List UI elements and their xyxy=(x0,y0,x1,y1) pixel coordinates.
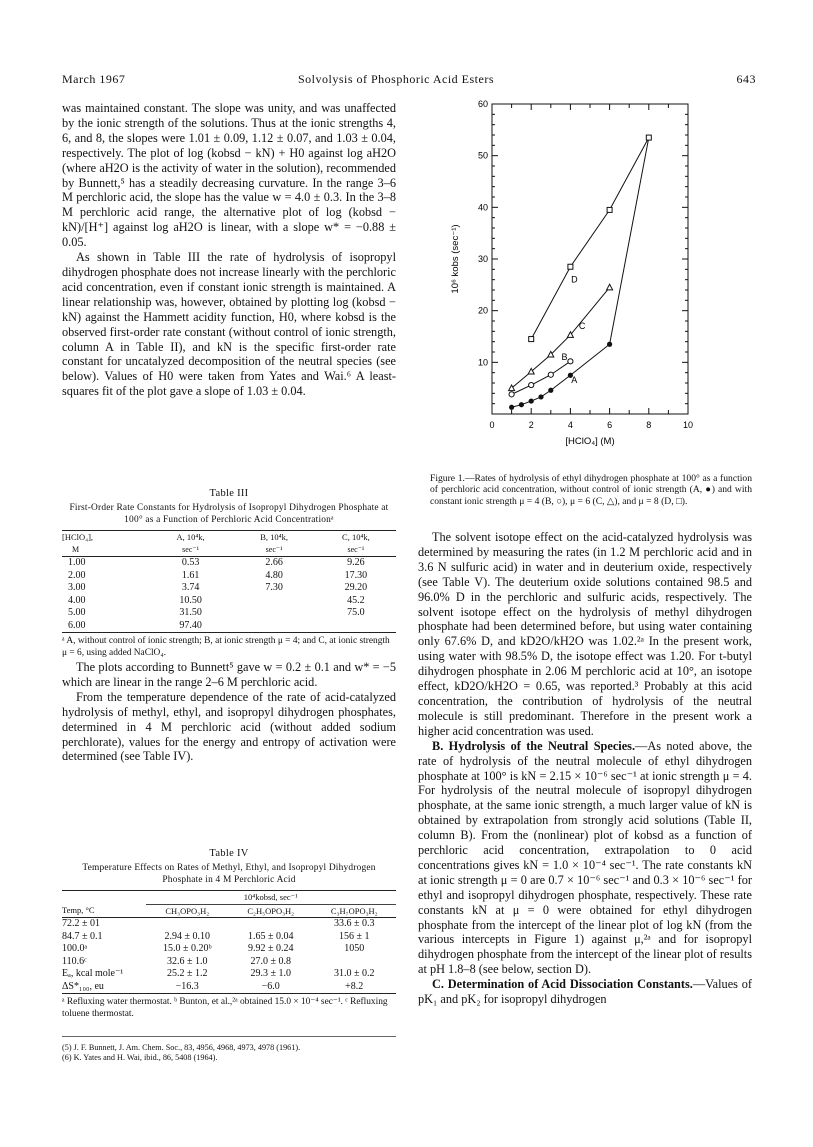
section-b-body: —As noted above, the rate of hydrolysis of the neutral molecule of ethyl dihydrogen phosphate at 100° is kN = 2.15 × 10⁻⁶ sec⁻¹ at ionic strength μ = 4. For hydrolysis of the neutral molecule of isopropyl dihydrogen phosphate, at the same ionic strength, a much larger value of kN is obtained by extrapolation from strongly acid solutions (Table II, column B). From the (nonlinear) plot of kobsd as a function of perchloric acid concentration, extrapolation to 0 acid concentrations gives kN = 1.0 × 10⁻⁴ sec⁻¹. The rate constants kN at ionic strength μ = 0 are 0.7 × 10⁻⁶ sec⁻¹ and 0.3 × 10⁻⁶ sec⁻¹ for ethyl and isopropyl dihydrogen phosphate, respectively. These rate constants kN at μ = 0 were obtained for ethyl dihydrogen phosphate from the intercept of the linear plot of log kN (from the various intercepts in Figure 1) against μ,²ᵃ and for isopropyl dihydrogen phosphate from the intercept of the linear plot of results at pH 1.8–8 (see below, section D). xyxy=(418,738,752,977)
right-column xyxy=(418,530,752,1007)
header-title: Solvolysis of Phosphoric Acid Esters xyxy=(298,72,495,86)
table-row xyxy=(62,931,396,944)
y-tick-label: 50 xyxy=(477,150,488,161)
data-point-B xyxy=(568,359,573,364)
table-4-header: C₂H₅OPO₃H₂ xyxy=(247,905,295,916)
data-point-A xyxy=(548,388,553,393)
table-cell: 33.6 ± 0.3 xyxy=(334,918,375,929)
table-3-unit: sec⁻¹ xyxy=(182,544,199,554)
table-4-caption: Temperature Effects on Rates of Methyl, Ethyl, and Isopropyl Dihydrogen Phosphate in 4 M Perchloric Acid xyxy=(82,863,376,885)
table-4-footnote: ᵃ Refluxing water thermostat. ᵇ Bunton, et al.,²ᵃ obtained 15.0 × 10⁻⁴ sec⁻¹. ᶜ Refluxing toluene thermostat. xyxy=(62,997,388,1019)
table-cell: 7.30 xyxy=(265,582,283,593)
x-tick-label: 2 xyxy=(528,420,534,430)
table-cell xyxy=(146,918,230,931)
table-3-unit: sec⁻¹ xyxy=(347,544,365,554)
table-3-grid xyxy=(62,530,396,633)
table-cell: 17.30 xyxy=(344,569,368,581)
table-cell: 1.65 ± 0.04 xyxy=(248,930,294,942)
data-point-A xyxy=(607,342,612,347)
table-4-grid xyxy=(62,890,396,994)
table-cell: 32.6 ± 1.0 xyxy=(167,955,208,967)
series-line-A xyxy=(512,138,649,408)
table-row xyxy=(62,968,396,981)
table-3-footnote: ᵃ A, without control of ionic strength; B, at ionic strength μ = 4; and C, at ionic strength μ = 6, using added NaClO₄. xyxy=(62,636,390,658)
table-cell: 25.2 ± 1.2 xyxy=(167,968,208,979)
table-cell: 2.00 xyxy=(68,569,86,581)
table-3-header: [HClO₄], xyxy=(62,532,94,542)
table-cell: 29.20 xyxy=(344,582,368,593)
table-cell: 9.92 ± 0.24 xyxy=(248,943,294,954)
table-4-header: CH₃OPO₃H₂ xyxy=(165,905,210,916)
table-cell: 75.0 xyxy=(347,607,365,618)
table-cell: 2.94 ± 0.10 xyxy=(164,930,210,942)
figure-1-chart xyxy=(430,96,750,468)
reference-5: (5) J. F. Bunnett, J. Am. Chem. Soc., 83, 4956, 4968, 4973, 4978 (1961). xyxy=(62,1043,301,1052)
table-cell xyxy=(232,607,316,620)
data-point-D xyxy=(568,264,573,269)
table-4-label: Table IV xyxy=(209,848,249,859)
left-paragraph-2: As shown in Table III the rate of hydrolysis of isopropyl dihydrogen phosphate does not increase linearly with the perchloric acid concentration, even if constant ionic strength is maintained. A linear relationship was, however, obtained by plotting log (kobsd − kN) against the Hammett acidity function, H0, where kobsd is the observed first-order rate constant (without control of ionic strength, column A in Table II), and kN is the specific first-order rate constant for uncatalyzed decomposition of the neutral species (see below). Values of H0 were taken from Yates and Wai.⁶ A least-squares fit of the plot gave a slope of 1.03 ± 0.04. xyxy=(62,250,396,399)
table-cell: 0.53 xyxy=(181,557,200,568)
y-tick-label: 40 xyxy=(477,202,488,213)
data-point-B xyxy=(529,382,534,387)
data-point-B xyxy=(548,372,553,377)
table-cell: 27.0 ± 0.8 xyxy=(250,955,291,967)
left-paragraph-3: The plots according to Bunnett⁵ gave w = 0.2 ± 0.1 and w* = −5 which are linear in the range 2–6 M perchloric acid. xyxy=(62,660,396,689)
curve-label-A: A xyxy=(571,375,578,385)
section-c-body: —Values of pK₁ and pK₂ for isopropyl dihydrogen xyxy=(418,977,752,1007)
data-point-C xyxy=(607,284,613,290)
table-4 xyxy=(62,847,396,1020)
table-cell: 3.00 xyxy=(68,582,86,593)
table-3-unit: sec⁻¹ xyxy=(265,544,283,554)
table-cell: 72.2 ± 01 xyxy=(62,918,100,929)
table-row xyxy=(62,595,396,608)
data-point-A xyxy=(509,405,514,410)
plot-frame xyxy=(492,104,688,414)
data-point-D xyxy=(529,337,534,342)
x-tick-label: 4 xyxy=(567,420,573,430)
data-point-D xyxy=(646,135,651,140)
table-3-header: A, 10⁴k, xyxy=(176,532,205,542)
table-cell: 100.0ᵃ xyxy=(62,943,88,954)
data-point-D xyxy=(607,207,612,212)
table-cell: 3.74 xyxy=(181,582,200,593)
table-cell: 84.7 ± 0.1 xyxy=(62,930,103,942)
x-tick-label: 0 xyxy=(489,420,495,430)
running-header xyxy=(62,72,756,88)
left-column xyxy=(62,101,396,399)
table-3-caption: First-Order Rate Constants for Hydrolysis of Isopropyl Dihydrogen Phosphate at 100° as a Function of Perchloric Acid Concentrationᵃ xyxy=(69,503,389,525)
x-tick-label: 6 xyxy=(607,420,613,430)
table-cell xyxy=(232,595,316,608)
table-cell: 1.61 xyxy=(181,569,200,581)
table-cell: 29.3 ± 1.0 xyxy=(250,968,291,979)
table-row xyxy=(62,943,396,956)
x-axis-label: [HClO₄] (M) xyxy=(565,436,615,447)
table-4-header: C₃H₇OPO₃H₂ xyxy=(330,905,378,916)
table-cell: −6.0 xyxy=(261,980,280,992)
y-tick-label: 60 xyxy=(477,99,488,109)
table-cell: 31.0 ± 0.2 xyxy=(334,968,375,979)
table-row xyxy=(62,620,396,633)
table-cell xyxy=(313,956,397,969)
data-point-A xyxy=(519,402,524,407)
x-tick-label: 10 xyxy=(682,420,694,430)
table-cell: 6.00 xyxy=(68,619,86,631)
table-cell: 45.2 xyxy=(347,594,365,606)
table-cell: 9.26 xyxy=(347,557,365,568)
table-row xyxy=(62,918,396,931)
table-cell: 4.00 xyxy=(68,594,86,606)
right-paragraph-1: The solvent isotope effect on the acid-catalyzed hydrolysis was determined by measuring the rates (in 1.2 M perchloric acid and in 3.6 N sulfuric acid) in water and in deuterium oxide, respectively (see Table V). The deuterium oxide solutions contained 98.5 and 96.0% D in the perchloric and sulfuric acids, respectively. The solvent isotope effect on the hydrolysis of methyl dihydrogen phosphate had been determined before, but using water containing only 67.6% D, and kD2O/kH2O was 1.02.²ᵃ In the present work, using water with 98.5% D, the isotope effect was 1.20. For t-butyl dihydrogen phosphate in 2.06 M perchloric acid at 10°, an isotope effect, kD2O/kH2O = 0.65, was reported.³ Probably at this acid concentration, the contribution of hydrolysis of the neutral molecule is still predominant. Therefore in the present work a higher acid concentration was used. xyxy=(418,530,752,738)
table-row xyxy=(62,582,396,595)
y-axis-label: 10⁶ kobs (sec⁻¹) xyxy=(450,224,461,294)
table-cell: 97.40 xyxy=(179,619,202,631)
header-date: March 1967 xyxy=(62,72,126,86)
curve-label-C: C xyxy=(578,320,586,331)
table-cell: 5.00 xyxy=(68,607,86,618)
table-cell: 15.0 ± 0.20ᵇ xyxy=(162,943,212,954)
x-tick-label: 8 xyxy=(646,420,652,430)
table-3-header: C, 10⁴k, xyxy=(342,532,370,542)
table-cell: 2.66 xyxy=(265,557,283,568)
series-line-D xyxy=(531,138,649,339)
series-line-B xyxy=(512,361,571,394)
data-point-A xyxy=(538,394,543,399)
table-cell: 110.6ᶜ xyxy=(62,955,87,967)
section-c-heading: C. Determination of Acid Dissociation Constants. xyxy=(432,977,693,992)
reference-6: (6) K. Yates and H. Wai, ibid., 86, 5408 (1964). xyxy=(62,1053,218,1062)
references xyxy=(62,1036,396,1063)
table-cell: 10.50 xyxy=(179,594,202,606)
table-cell: 4.80 xyxy=(265,569,283,581)
table-cell: Eₐ, kcal mole⁻¹ xyxy=(62,968,124,979)
table-4-header: Temp, °C xyxy=(62,905,95,916)
curve-label-D: D xyxy=(571,274,578,285)
series-line-C xyxy=(512,287,610,388)
table-cell xyxy=(232,620,316,633)
header-page-number: 643 xyxy=(736,72,756,86)
left-column-lower xyxy=(62,660,396,764)
table-3 xyxy=(62,487,396,659)
table-3-label: Table III xyxy=(209,488,249,499)
left-paragraph-1: was maintained constant. The slope was unity, and was unaffected by the ionic strength of the solutions. Thus at the ionic strengths 4, 6, and 8, the slopes were 1.01 ± 0.09, 1.12 ± 0.07, and 1.03 ± 0.04, respectively. The plot of log (kobsd − kN) + H0 against log aH2O (where aH2O is the activity of water in the solution), recommended by Bunnett,⁵ has a steadily decreasing curvature. In the range 3–6 M perchloric acid, the slope has the value w = 4.0 ± 0.3. In the 3–8 M perchloric acid range, the alternative plot of log (kobsd − kN)/[H⁺] against log aH2O is linear, with a slope w* = −0.88 ± 0.05. xyxy=(62,101,396,250)
table-4-spanner: 10⁴kobsd, sec⁻¹ xyxy=(146,891,397,905)
curve-label-B: B xyxy=(561,351,568,362)
table-cell xyxy=(229,918,313,931)
table-row xyxy=(62,607,396,620)
table-row xyxy=(62,981,396,994)
figure-1-caption: Figure 1.—Rates of hydrolysis of ethyl dihydrogen phosphate at 100° as a function of perchloric acid concentration, without control of ionic strength (A, ●) and with constant ionic strength μ = 4 (B, ○), μ = 6 (C, △), and μ = 8 (D, □). xyxy=(430,473,752,507)
table-3-header: B, 10⁴k, xyxy=(260,532,288,542)
data-point-A xyxy=(529,398,534,403)
data-point-B xyxy=(509,392,514,397)
table-3-unit: M xyxy=(72,544,80,554)
table-row xyxy=(62,956,396,969)
y-tick-label: 10 xyxy=(477,357,488,368)
table-cell: 156 ± 1 xyxy=(339,930,370,942)
table-row xyxy=(62,570,396,583)
table-cell: +8.2 xyxy=(345,980,364,992)
table-cell xyxy=(316,620,396,633)
left-paragraph-4: From the temperature dependence of the rate of acid-catalyzed hydrolysis of methyl, ethyl, and isopropyl dihydrogen phosphates, determined in 4 M perchloric acid (without added sodium perchlorate), values for the energy and entropy of activation were determined (see Table IV). xyxy=(62,689,396,764)
table-cell: −16.3 xyxy=(175,980,199,992)
table-cell: 1.00 xyxy=(68,557,86,568)
section-b-heading: B. Hydrolysis of the Neutral Species. xyxy=(432,738,636,753)
table-cell: 31.50 xyxy=(179,607,202,618)
table-row xyxy=(62,557,396,570)
y-tick-label: 30 xyxy=(477,254,488,264)
y-tick-label: 20 xyxy=(477,305,488,316)
table-cell: ΔS*₁₀₀, eu xyxy=(62,980,104,992)
table-cell: 1050 xyxy=(344,943,365,954)
